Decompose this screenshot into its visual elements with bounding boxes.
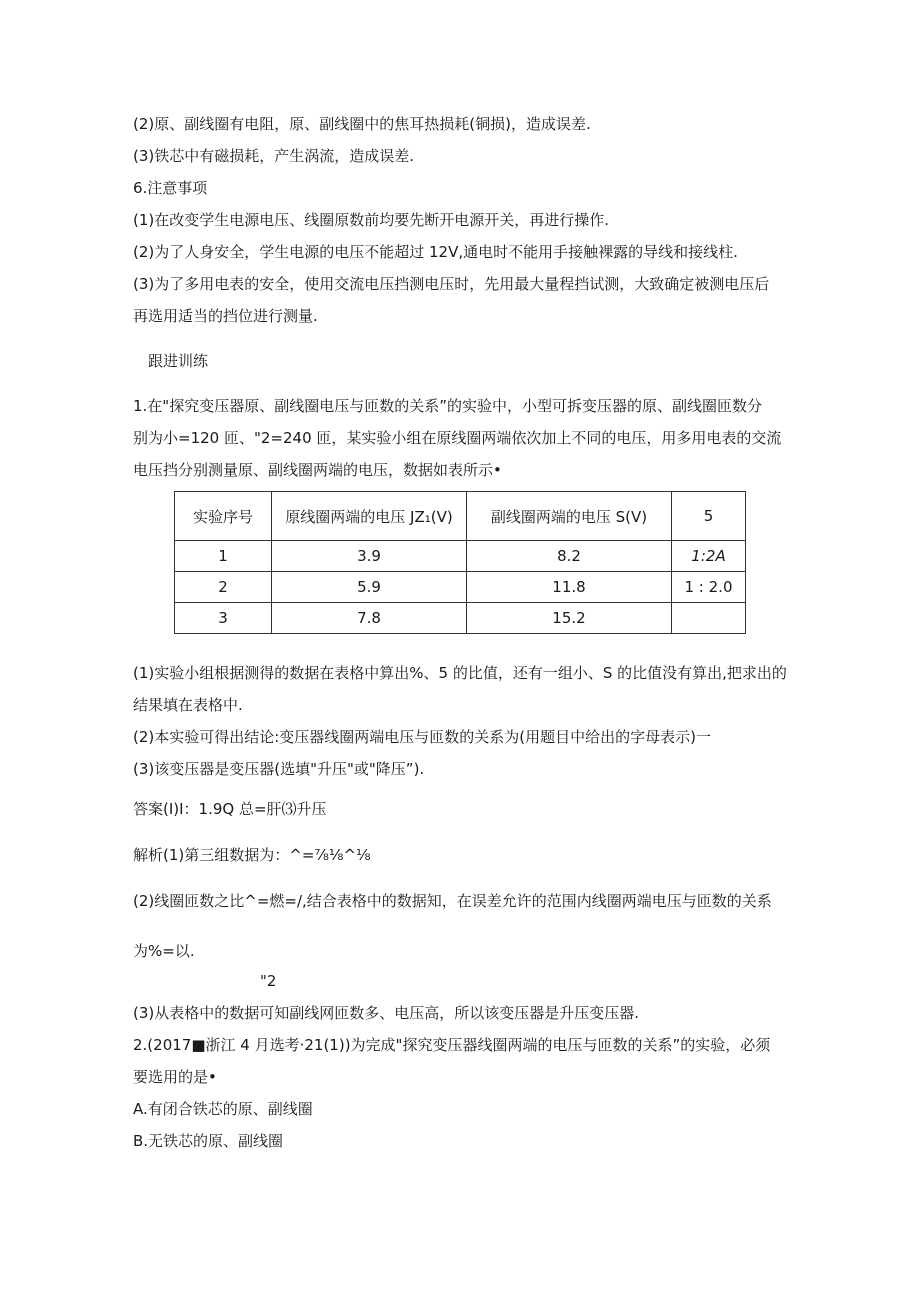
analysis-subscript: "2 (260, 972, 277, 990)
table-cell: 15.2 (467, 603, 672, 634)
table-cell: 1 : 2.0 (672, 572, 746, 603)
option-b: B.无铁芯的原、副线圈 (133, 1132, 284, 1150)
table-header-cell: 实验序号 (175, 492, 272, 541)
analysis-text: (2)线圈匝数之比^=燃=/,结合表格中的数据知，在误差允许的范围内线圈两端电压与匝数的关系 (133, 892, 772, 910)
question-part: 结果填在表格中. (133, 696, 243, 714)
question-part: (2)本实验可得出结论:变压器线圈两端电压与匝数的关系为(用题目中给出的字母表示)一 (133, 728, 712, 746)
question-text: 要选用的是• (133, 1068, 217, 1086)
text-line: 再选用适当的挡位进行测量. (133, 307, 318, 325)
question-text: 1.在"探究变压器原、副线圈电压与匝数的关系”的实验中，小型可拆变压器的原、副线圈匝数分 (133, 397, 762, 415)
table-cell: 11.8 (467, 572, 672, 603)
table-cell: 1 (175, 541, 272, 572)
table-row (175, 572, 746, 603)
question-part: (1)实验小组根据测得的数据在表格中算出%、5 的比值，还有一组小、S 的比值没有算出,把求出的 (133, 664, 787, 682)
text-line: (3)为了多用电表的安全，使用交流电压挡测电压时，先用最大量程挡试测，大致确定被测电压后 (133, 275, 770, 293)
data-table (174, 491, 746, 634)
question-text: 2.(2017■浙江 4 月选考·21(1))为完成"探究变压器线圈两端的电压与匝数的关系”的实验，必须 (133, 1036, 771, 1054)
table-cell: 2 (175, 572, 272, 603)
question-part: (3)该变压器是变压器(选填"升压"或"降压”). (133, 760, 425, 778)
table-cell: 3 (175, 603, 272, 634)
table-row (175, 603, 746, 634)
table-cell: 7.8 (272, 603, 467, 634)
table-cell: 5.9 (272, 572, 467, 603)
text-line: (1)在改变学生电源电压、线圈原数前均要先断开电源开关，再进行操作. (133, 211, 610, 229)
question-text: 别为小=120 匝、"2=240 匝，某实验小组在原线圈两端依次加上不同的电压，用多用电表的交流 (133, 429, 782, 447)
analysis-text: 解析(1)第三组数据为：^=⅞⅛^⅛ (133, 846, 371, 864)
table-cell: 1:2A (672, 541, 746, 572)
table-cell: 3.9 (272, 541, 467, 572)
table-cell: 8.2 (467, 541, 672, 572)
table-header-cell: 5 (672, 492, 746, 541)
text-line: (3)铁芯中有磁损耗，产生涡流，造成误差. (133, 147, 415, 165)
question-text: 电压挡分别测量原、副线圈两端的电压，数据如表所示• (133, 461, 502, 479)
option-a: A.有闭合铁芯的原、副线圈 (133, 1100, 313, 1118)
table-row (175, 541, 746, 572)
text-line: (2)为了人身安全，学生电源的电压不能超过 12V,通电时不能用手接触裸露的导线和接线柱. (133, 243, 738, 261)
table-header-cell: 原线圈两端的电压 JZ₁(V) (272, 492, 467, 541)
answer-text: 答案(I)I：1.9Q 总=肝⑶升压 (133, 800, 327, 818)
section-heading: 6.注意事项 (133, 179, 208, 197)
text-line: (2)原、副线圈有电阻，原、副线圈中的焦耳热损耗(铜损)，造成误差. (133, 115, 591, 133)
analysis-text: (3)从表格中的数据可知副线网匝数多、电压高，所以该变压器是升压变压器. (133, 1004, 640, 1022)
section-heading: 跟进训练 (148, 352, 209, 370)
table-cell (672, 603, 746, 634)
table-header-cell: 副线圈两端的电压 S(V) (467, 492, 672, 541)
analysis-text: 为%=以. (133, 942, 195, 960)
table-header-row (175, 492, 746, 541)
